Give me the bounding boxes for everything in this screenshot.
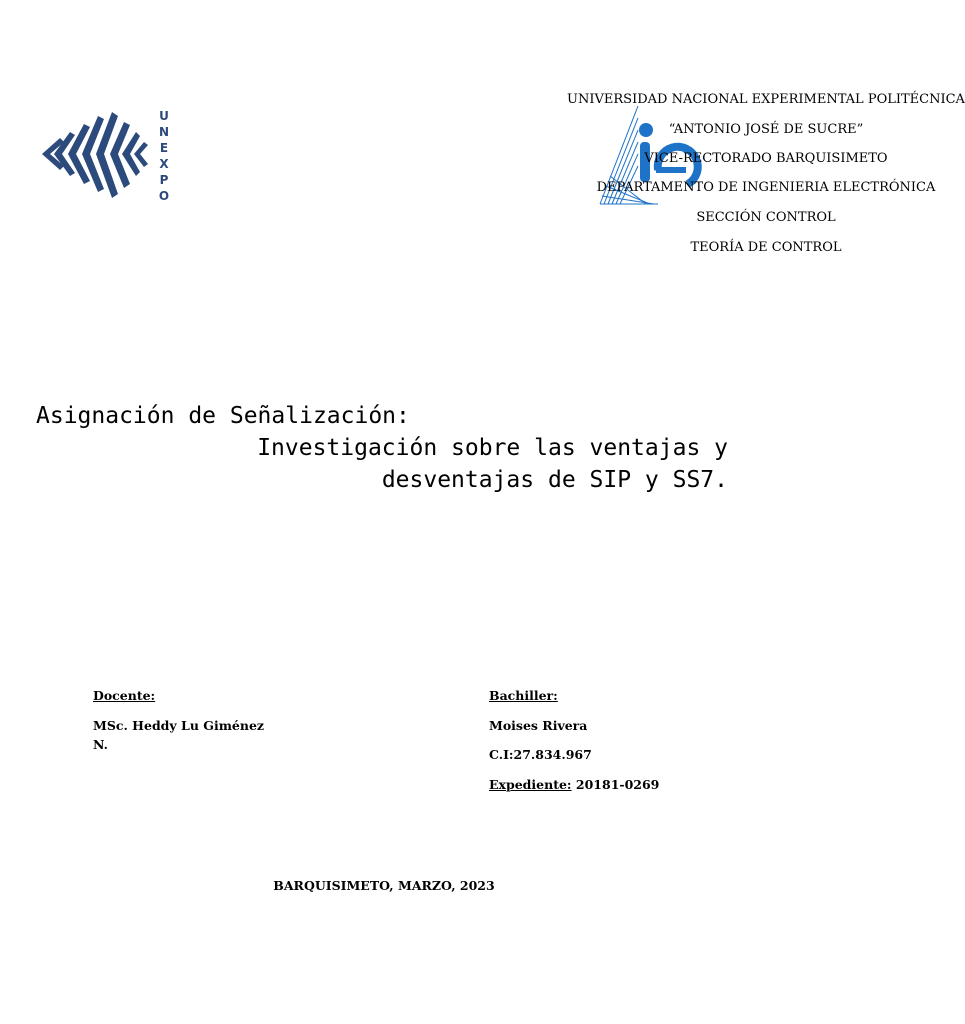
- header-seccion: SECCIÓN CONTROL: [696, 210, 836, 225]
- docente-name-line-2: N.: [93, 737, 108, 752]
- header-name: “ANTONIO JOSÉ DE SUCRE”: [668, 122, 864, 137]
- footer-date: BARQUISIMETO, MARZO, 2023: [273, 878, 495, 893]
- document-title: [36, 400, 728, 496]
- bachiller-name: Moises Rivera: [489, 718, 588, 733]
- header-vice-rectorado: VICE-RECTORADO BARQUISIMETO: [644, 151, 888, 166]
- svg-text:O: O: [158, 189, 170, 203]
- expediente-value: 20181-0269: [571, 777, 660, 792]
- bachiller-expediente: [489, 777, 659, 792]
- bachiller-ci: C.I:27.834.967: [489, 747, 592, 762]
- expediente-label: Expediente:: [489, 777, 572, 792]
- title-line-2: Investigación sobre las ventajas y: [257, 435, 728, 461]
- header-departamento: DEPARTAMENTO DE INGENIERIA ELECTRÓNICA: [596, 180, 936, 195]
- logo-letter: U: [159, 109, 169, 123]
- header-university: UNIVERSIDAD NACIONAL EXPERIMENTAL POLITÉCNICA: [567, 92, 965, 107]
- docente-label: Docente:: [93, 688, 156, 703]
- svg-text:E: E: [159, 141, 169, 155]
- unexpo-logo-icon: [40, 108, 172, 208]
- bachiller-label: Bachiller:: [489, 688, 558, 703]
- title-line-1: Asignación de Señalización:: [36, 403, 410, 429]
- svg-text:X: X: [159, 157, 169, 171]
- title-line-3: desventajas de SIP y SS7.: [381, 467, 728, 493]
- svg-text:N: N: [158, 125, 170, 139]
- docente-name-line-1: MSc. Heddy Lu Giménez: [93, 718, 265, 733]
- svg-text:P: P: [159, 173, 169, 187]
- header-materia: TEORÍA DE CONTROL: [690, 240, 842, 255]
